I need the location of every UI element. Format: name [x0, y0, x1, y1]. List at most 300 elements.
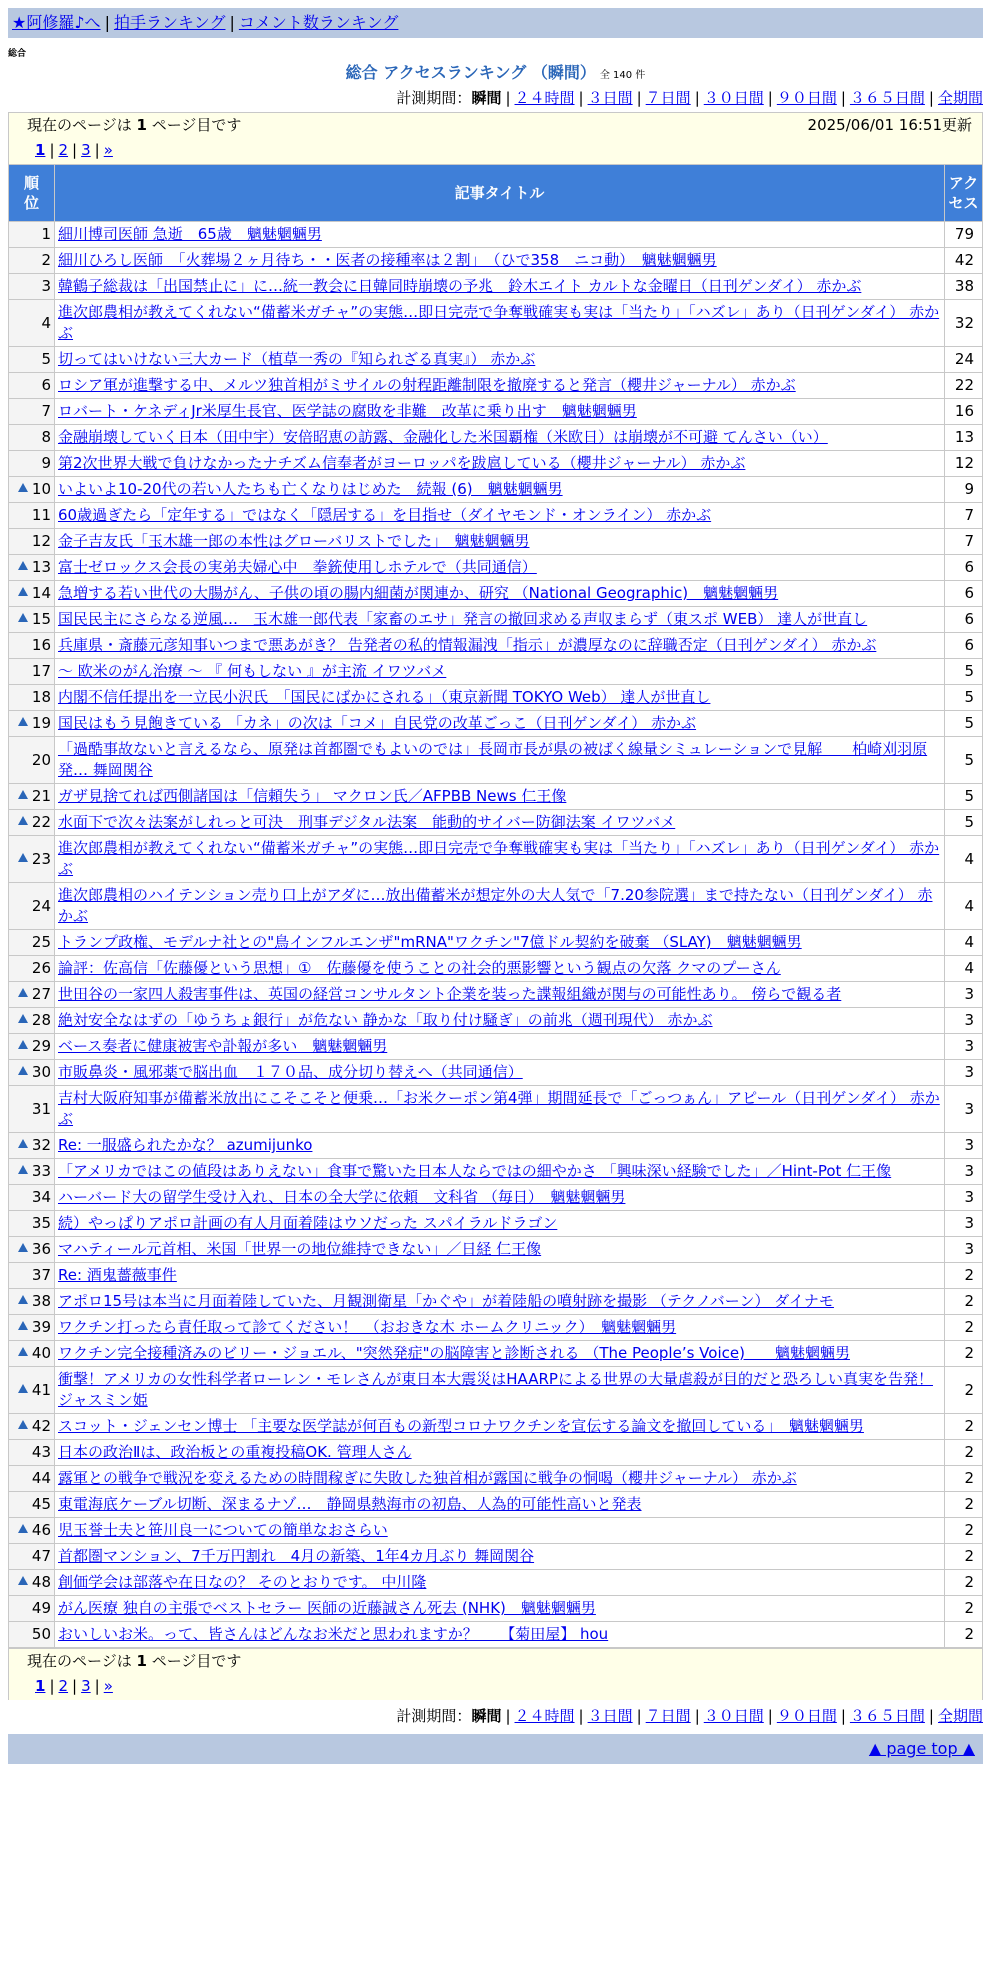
rank-number: 9 [41, 454, 51, 472]
access-count: 3 [945, 1034, 983, 1060]
current-page-text: 現在のページは 1 ページ目です [27, 1652, 242, 1670]
period-separator: | [840, 1707, 846, 1725]
period-separator: | [636, 1707, 642, 1725]
rank-number: 22 [31, 813, 51, 831]
period-link[interactable]: ３６５日間 [849, 1707, 925, 1725]
article-link[interactable]: 続）やっぱりアポロ計画の有人月面着陸はウソだった スパイラルドラゴン [58, 1214, 558, 1232]
article-link[interactable]: 急増する若い世代の大腸がん、子供の頃の腸内細菌が関連か、研究 （National Geographic) 魑魅魍魎男 [58, 584, 779, 602]
table-row [9, 477, 983, 503]
rank-cell [9, 1263, 55, 1289]
period-link[interactable]: ３６５日間 [849, 89, 925, 107]
rank-cell [9, 711, 55, 737]
rank-cell [9, 1341, 55, 1367]
access-count: 3 [945, 1086, 983, 1133]
rank-up-arrow-icon [18, 1384, 28, 1393]
access-count: 3 [945, 982, 983, 1008]
rank-cell [9, 1315, 55, 1341]
access-count: 7 [945, 529, 983, 555]
pager-separator: | [72, 141, 78, 159]
title-cell [55, 1440, 945, 1466]
title-cell [55, 1060, 945, 1086]
period-selector-top [396, 86, 983, 110]
article-link[interactable]: 兵庫県・斎藤元彦知事いつまで悪あがき？ 告発者の私的情報漏洩「指示」が濃厚なのに辞職否定（日刊ゲンダイ） 赤かぶ [58, 636, 877, 654]
title-cell [55, 1622, 945, 1648]
period-link[interactable]: 全期間 [937, 89, 983, 107]
rank-cell [9, 1159, 55, 1185]
rank-cell [9, 1466, 55, 1492]
period-link[interactable]: ９０日間 [776, 89, 837, 107]
access-count: 2 [945, 1315, 983, 1341]
table-row [9, 685, 983, 711]
title-cell [55, 1341, 945, 1367]
rank-number: 31 [31, 1099, 51, 1118]
rank-up-arrow-icon [18, 561, 28, 570]
next-page-link[interactable]: » [103, 141, 113, 159]
rank-number: 41 [31, 1380, 51, 1399]
title-cell [55, 300, 945, 347]
rank-number: 1 [41, 225, 51, 243]
article-link[interactable]: 国民はもう見飽きている 「カネ」の次は「コメ」自民党の改革ごっこ（日刊ゲンダイ） 赤かぶ [58, 714, 697, 732]
title-cell [55, 1570, 945, 1596]
article-link[interactable]: いよいよ10-20代の若い人たちも亡くなりはじめた 続報 (6) 魑魅魍魎男 [58, 480, 563, 498]
pager-separator: | [72, 1677, 78, 1695]
period-separator: | [578, 1707, 584, 1725]
page-link-current[interactable]: 1 [35, 1677, 46, 1695]
title-cell [55, 347, 945, 373]
access-count: 4 [945, 883, 983, 930]
rank-cell [9, 836, 55, 883]
rank-number: 38 [31, 1292, 51, 1310]
access-count: 79 [945, 222, 983, 248]
article-link[interactable]: 〜 欧米のがん治療 〜 『 何もしない 』が主流 イワツバメ [58, 662, 447, 680]
rank-cell [9, 1211, 55, 1237]
article-link[interactable]: 創価学会は部落や在日なの？ そのとおりです。 中川隆 [58, 1573, 427, 1591]
nav-separator: | [104, 13, 110, 32]
period-current: 瞬間 [471, 89, 502, 107]
title-cell [55, 784, 945, 810]
article-link[interactable]: 進次郎農相が教えてくれない“備蓄米ガチャ”の実態…即日完売で争奪戦確実も実は「当たり」「ハズレ」あり（日刊ゲンダイ） 赤かぶ [58, 303, 940, 342]
table-row [9, 982, 983, 1008]
rank-number: 23 [31, 849, 51, 868]
rank-number: 11 [31, 506, 51, 524]
rank-cell [9, 274, 55, 300]
rank-cell [9, 529, 55, 555]
rank-up-arrow-icon [18, 717, 28, 726]
rank-number: 21 [31, 787, 51, 805]
rank-cell [9, 784, 55, 810]
rank-up-arrow-icon [18, 587, 28, 596]
rank-cell [9, 399, 55, 425]
period-link[interactable]: 全期間 [937, 1707, 983, 1725]
pager-separator: | [49, 141, 55, 159]
rank-number: 30 [31, 1063, 51, 1081]
category-label: 総合 [8, 49, 27, 59]
article-link[interactable]: ガザ見捨てれば西側諸国は「信頼失う」 マクロン氏／AFPBB News 仁王像 [58, 787, 567, 805]
table-row [9, 1263, 983, 1289]
article-link[interactable]: ワクチン完全接種済みのビリー・ジョエル、"突然発症"の脳障害と診断される （The People’s Voice) 魑魅魍魎男 [58, 1344, 850, 1362]
access-count: 2 [945, 1518, 983, 1544]
access-header: アクセス [945, 165, 983, 222]
table-row [9, 451, 983, 477]
rank-cell [9, 1596, 55, 1622]
rank-number: 46 [31, 1521, 51, 1539]
article-link[interactable]: 論評：佐高信「佐藤優という思想」① 佐藤優を使うことの社会的悪影響という観点の欠落 クマのプーさん [58, 959, 781, 977]
rank-number: 34 [31, 1188, 51, 1206]
article-link[interactable]: 市販鼻炎・風邪薬で脳出血 １７０品、成分切り替えへ（共同通信） [58, 1063, 523, 1081]
title-cell [55, 1367, 945, 1414]
rank-up-arrow-icon [18, 1524, 28, 1533]
period-separator: | [840, 89, 846, 107]
rank-up-arrow-icon [18, 988, 28, 997]
title-cell [55, 222, 945, 248]
title-cell [55, 1237, 945, 1263]
rank-cell [9, 1440, 55, 1466]
article-link[interactable]: がん医療 独自の主張でベストセラー 医師の近藤誠さん死去 (NHK) 魑魅魍魎男 [58, 1599, 596, 1617]
next-page-link[interactable]: » [103, 1677, 113, 1695]
article-link[interactable]: 東電海底ケーブル切断、深まるナゾ… 静岡県熱海市の初島、人為的可能性高いと発表 [58, 1495, 642, 1513]
article-link[interactable]: 細川ひろし医師 「火葬場２ヶ月待ち・・医者の接種率は２割」 （ひで358 ニコ動） 魑魅魍魎男 [58, 251, 717, 269]
period-link[interactable]: ３日間 [587, 89, 633, 107]
rank-number: 3 [41, 277, 51, 295]
rank-cell [9, 347, 55, 373]
page-title-text: 総合 アクセスランキング （瞬間） [345, 63, 596, 82]
rank-number: 13 [31, 558, 51, 576]
article-link[interactable]: 露軍との戦争で戦況を変えるための時間稼ぎに失敗した独首相が露国に戦争の恫喝（櫻井ジャーナル） 赤かぶ [58, 1469, 797, 1487]
title-cell [55, 1289, 945, 1315]
access-count: 32 [945, 300, 983, 347]
updated-timestamp: 2025/06/01 16:51更新 [807, 116, 972, 134]
title-cell [55, 399, 945, 425]
page-link[interactable]: 3 [81, 1677, 91, 1695]
home-link[interactable]: ★阿修羅♪へ [12, 13, 101, 32]
access-count: 16 [945, 399, 983, 425]
article-link[interactable]: 富士ゼロックス会長の実弟夫婦心中 拳銃使用しホテルで（共同通信） [58, 558, 537, 576]
period-link[interactable]: ９０日間 [776, 1707, 837, 1725]
title-cell [55, 373, 945, 399]
rank-cell [9, 1544, 55, 1570]
period-link[interactable]: ３日間 [587, 1707, 633, 1725]
rank-number: 27 [31, 985, 51, 1003]
article-link[interactable]: ロシア軍が進撃する中、メルツ独首相がミサイルの射程距離制限を撤廃すると発言（櫻井ジャーナル） 赤かぶ [58, 376, 796, 394]
rank-cell [9, 1185, 55, 1211]
table-row [9, 1289, 983, 1315]
access-count: 13 [945, 425, 983, 451]
rank-header: 順位 [9, 165, 55, 222]
table-row [9, 607, 983, 633]
access-count: 9 [945, 477, 983, 503]
article-link[interactable]: 細川博司医師 急逝 65歳 魑魅魍魎男 [58, 225, 322, 243]
rank-number: 20 [31, 750, 51, 769]
page-link[interactable]: 2 [58, 1677, 69, 1695]
rank-cell [9, 930, 55, 956]
access-count: 42 [945, 248, 983, 274]
period-label: 計測期間： [396, 1707, 472, 1725]
rank-number: 36 [31, 1240, 51, 1258]
table-row [9, 581, 983, 607]
table-row [9, 1414, 983, 1440]
article-link[interactable]: トランプ政権、モデルナ社との"鳥インフルエンザ"mRNA"ワクチン"7億ドル契約を破棄 （SLAY) 魑魅魍魎男 [58, 933, 802, 951]
rank-number: 18 [31, 688, 51, 706]
rank-cell [9, 1492, 55, 1518]
article-link[interactable]: 水面下で次々法案がしれっと可決 刑事デジタル法案 能動的サイバー防御法案 イワツバメ [58, 813, 676, 831]
title-cell [55, 581, 945, 607]
bottom-bar [8, 1734, 983, 1764]
article-link[interactable]: ベース奏者に健康被害や訃報が多い 魑魅魍魎男 [58, 1037, 388, 1055]
title-cell [55, 274, 945, 300]
article-link[interactable]: マハティール元首相、米国「世界一の地位維持できない」／日経 仁王像 [58, 1240, 542, 1258]
article-link[interactable]: おいしいお米。って、皆さんはどんなお米だと思われますか？ 【菊田屋】 hou [58, 1625, 609, 1643]
table-row [9, 1185, 983, 1211]
title-cell [55, 1034, 945, 1060]
table-row [9, 529, 983, 555]
page-link-current[interactable]: 1 [35, 141, 46, 159]
article-link[interactable]: 内閣不信任提出を一立民小沢氏 「国民にばかにされる」（東京新聞 TOKYO Web） 達人が世直し [58, 688, 711, 706]
rank-number: 10 [31, 480, 51, 498]
article-link[interactable]: 絶対安全なはずの「ゆうちょ銀行」が危ない 静かな「取り付け騒ぎ」の前兆（週刊現代） 赤かぶ [58, 1011, 713, 1029]
access-count: 3 [945, 1237, 983, 1263]
article-link[interactable]: Re: 一服盛られたかな？ azumijunko [58, 1136, 313, 1154]
pager [27, 137, 972, 163]
rank-cell [9, 300, 55, 347]
period-link[interactable]: ２４時間 [514, 1707, 575, 1725]
rank-cell [9, 633, 55, 659]
title-cell [55, 1414, 945, 1440]
access-count: 5 [945, 659, 983, 685]
table-row [9, 1086, 983, 1133]
rank-number: 12 [31, 532, 51, 550]
rank-cell [9, 685, 55, 711]
article-link[interactable]: ワクチン打ったら責任取って診てください！ （おおきな木 ホームクリニック） 魑魅魍魎男 [58, 1318, 677, 1336]
article-link[interactable]: ハーバード大の留学生受け入れ、日本の全大学に依頼 文科省 （毎日） 魑魅魍魎男 [58, 1188, 626, 1206]
table-row [9, 425, 983, 451]
paging-box-top [8, 112, 983, 164]
rank-number: 45 [31, 1495, 51, 1513]
title-cell [55, 883, 945, 930]
rank-up-arrow-icon [18, 483, 28, 492]
article-link[interactable]: 進次郎農相が教えてくれない“備蓄米ガチャ”の実態…即日完売で争奪戦確実も実は「当たり」「ハズレ」あり（日刊ゲンダイ） 赤かぶ [58, 839, 940, 878]
title-cell [55, 982, 945, 1008]
period-separator: | [578, 89, 584, 107]
rank-number: 49 [31, 1599, 51, 1617]
clap-ranking-link[interactable]: 拍手ランキング [113, 13, 226, 32]
rank-cell [9, 248, 55, 274]
table-row [9, 399, 983, 425]
page-title [0, 60, 991, 89]
title-cell [55, 1133, 945, 1159]
title-cell [55, 956, 945, 982]
rank-number: 6 [41, 376, 51, 394]
title-cell [55, 425, 945, 451]
rank-cell [9, 477, 55, 503]
access-count: 2 [945, 1492, 983, 1518]
rank-cell [9, 1086, 55, 1133]
rank-up-arrow-icon [18, 1243, 28, 1252]
paging-box-bottom [8, 1648, 983, 1700]
title-cell [55, 1544, 945, 1570]
table-row [9, 347, 983, 373]
period-link[interactable]: ３０日間 [703, 1707, 764, 1725]
article-link[interactable]: 金融崩壊していく日本（田中宇）安倍昭恵の訪露、金融化した米国覇権（米欧日）は崩壊が不可避 てんさい（い） [58, 428, 828, 446]
rank-number: 2 [41, 251, 51, 269]
access-count: 6 [945, 581, 983, 607]
table-row [9, 248, 983, 274]
title-cell [55, 529, 945, 555]
table-row [9, 836, 983, 883]
pager-separator: | [94, 1677, 100, 1695]
period-separator: | [694, 1707, 700, 1725]
title-cell [55, 1596, 945, 1622]
access-count: 3 [945, 1185, 983, 1211]
rank-up-arrow-icon [18, 613, 28, 622]
access-count: 3 [945, 1133, 983, 1159]
article-link[interactable]: 「過酷事故ないと言えるなら、原発は首都圏でもよいのでは」長岡市長が県の被ばく線量シミュレーションで見解 柏崎刈羽原発… 舞岡関谷 [58, 740, 928, 779]
comment-ranking-link[interactable]: コメント数ランキング [238, 13, 399, 32]
rank-cell [9, 737, 55, 784]
nav-separator: | [229, 13, 235, 32]
rank-number: 24 [31, 896, 51, 915]
access-count: 2 [945, 1263, 983, 1289]
rank-cell [9, 503, 55, 529]
table-row [9, 555, 983, 581]
rank-number: 43 [31, 1443, 51, 1461]
article-link[interactable]: 60歳過ぎたら「定年する」ではなく「隠居する」を目指せ（ダイヤモンド・オンライン） 赤かぶ [58, 506, 712, 524]
access-count: 2 [945, 1341, 983, 1367]
period-link[interactable]: ７日間 [645, 89, 691, 107]
article-link[interactable]: 吉村大阪府知事が備蓄米放出にこそこそと便乗…「お米クーポン第4弾」期間延長で「ごっつぁん」アピール（日刊ゲンダイ） 赤かぶ [58, 1089, 940, 1128]
title-cell [55, 1086, 945, 1133]
table-row [9, 1060, 983, 1086]
table-row [9, 373, 983, 399]
article-link[interactable]: 金子吉友氏「玉木雄一郎の本性はグローバリストでした」 魑魅魍魎男 [58, 532, 530, 550]
table-row [9, 1133, 983, 1159]
rank-number: 35 [31, 1214, 51, 1232]
title-cell [55, 477, 945, 503]
period-separator: | [505, 1707, 511, 1725]
pager-separator: | [49, 1677, 55, 1695]
rank-up-arrow-icon [18, 853, 28, 862]
period-link[interactable]: ２４時間 [514, 89, 575, 107]
title-cell [55, 659, 945, 685]
article-link[interactable]: 児玉誉士夫と笹川良一についての簡単なおさらい [58, 1521, 388, 1539]
rank-number: 8 [41, 428, 51, 446]
rank-cell [9, 607, 55, 633]
article-link[interactable]: 「アメリカではこの値段はありえない」食事で驚いた日本人ならではの細やかさ 「興味深い経験でした」／Hint-Pot 仁王像 [58, 1162, 892, 1180]
access-count: 4 [945, 956, 983, 982]
access-count: 2 [945, 1570, 983, 1596]
article-link[interactable]: 国民民主にさらなる逆風… 玉木雄一郎代表「家畜のエサ」発言の撤回求める声収まらず（東スポ WEB） 達人が世直し [58, 610, 868, 628]
rank-cell [9, 1034, 55, 1060]
title-cell [55, 685, 945, 711]
title-cell [55, 1263, 945, 1289]
table-row [9, 1008, 983, 1034]
article-link[interactable]: スコット・ジェンセン博士 「主要な医学誌が何百もの新型コロナワクチンを宣伝する論文を撤回している」 魑魅魍魎男 [58, 1417, 864, 1435]
rank-up-arrow-icon [18, 790, 28, 799]
page-top-link[interactable]: ▲ page top ▲ [868, 1739, 975, 1758]
rank-number: 29 [31, 1037, 51, 1055]
title-cell [55, 711, 945, 737]
rank-up-arrow-icon [18, 1040, 28, 1049]
rank-cell [9, 659, 55, 685]
title-header: 記事タイトル [55, 165, 945, 222]
access-count: 5 [945, 810, 983, 836]
rank-cell [9, 810, 55, 836]
access-count: 2 [945, 1544, 983, 1570]
table-row [9, 1367, 983, 1414]
rank-cell [9, 451, 55, 477]
rank-cell [9, 1289, 55, 1315]
article-link[interactable]: アポロ15号は本当に月面着陸していた、月観測衛星「かぐや」が着陸船の噴射跡を撮影 （テクノバーン） ダイナモ [58, 1292, 834, 1310]
period-link[interactable]: ７日間 [645, 1707, 691, 1725]
table-row [9, 1440, 983, 1466]
total-count: 全 140 件 [599, 70, 646, 81]
rank-number: 33 [31, 1162, 51, 1180]
rank-cell [9, 1367, 55, 1414]
article-link[interactable]: 首都圏マンション、7千万円割れ 4月の新築、1年4カ月ぶり 舞岡関谷 [58, 1547, 535, 1565]
period-link[interactable]: ３０日間 [703, 89, 764, 107]
rank-cell [9, 1060, 55, 1086]
rank-number: 15 [31, 610, 51, 628]
article-link[interactable]: ロバート・ケネディJr米厚生長官、医学誌の腐敗を非難 改革に乗り出す 魑魅魍魎男 [58, 402, 637, 420]
article-link[interactable]: 進次郎農相のハイテンション売り口上がアダに…放出備蓄米が想定外の大人気で「7.20参院選」まで持たない（日刊ゲンダイ） 赤かぶ [58, 886, 933, 925]
current-page-text: 現在のページは 1 ページ目です [27, 116, 242, 134]
table-row [9, 1341, 983, 1367]
article-link[interactable]: 第2次世界大戦で負けなかったナチズム信奉者がヨーロッパを跋扈している（櫻井ジャーナル） 赤かぶ [58, 454, 746, 472]
access-count: 2 [945, 1440, 983, 1466]
rank-up-arrow-icon [18, 1066, 28, 1075]
access-count: 3 [945, 1060, 983, 1086]
rank-up-arrow-icon [18, 816, 28, 825]
rank-cell [9, 982, 55, 1008]
rank-up-arrow-icon [18, 1321, 28, 1330]
page-link[interactable]: 3 [81, 141, 91, 159]
table-row [9, 1596, 983, 1622]
rank-number: 4 [41, 313, 51, 332]
title-cell [55, 810, 945, 836]
rank-number: 50 [31, 1625, 51, 1643]
rank-number: 7 [41, 402, 51, 420]
table-row [9, 1492, 983, 1518]
period-separator: | [767, 1707, 773, 1725]
page-link[interactable]: 2 [58, 141, 69, 159]
table-row [9, 1518, 983, 1544]
title-cell [55, 248, 945, 274]
article-link[interactable]: 日本の政治Ⅱは、政治板との重複投稿OK. 管理人さん [58, 1443, 412, 1461]
article-link[interactable]: 切ってはいけない三大カード（植草一秀の『知られざる真実』） 赤かぶ [58, 350, 536, 368]
rank-cell [9, 581, 55, 607]
access-count: 2 [945, 1596, 983, 1622]
rank-number: 48 [31, 1573, 51, 1591]
access-count: 5 [945, 737, 983, 784]
period-separator: | [505, 89, 511, 107]
table-row [9, 883, 983, 930]
rank-up-arrow-icon [18, 1014, 28, 1023]
rank-number: 25 [31, 933, 51, 951]
rank-up-arrow-icon [18, 1295, 28, 1304]
access-count: 24 [945, 347, 983, 373]
rank-up-arrow-icon [18, 1576, 28, 1585]
rank-number: 26 [31, 959, 51, 977]
rank-number: 5 [41, 350, 51, 368]
period-current: 瞬間 [471, 1707, 502, 1725]
article-link[interactable]: 世田谷の一家四人殺害事件は、英国の経営コンサルタント企業を装った諜報組織が関与の可能性あり。 傍らで観る者 [58, 985, 842, 1003]
article-link[interactable]: 衝撃！アメリカの女性科学者ローレン・モレさんが東日本大震災はHAARPによる世界の大量虐殺が目的だと恐ろしい真実を告発！ ジャスミン姫 [58, 1370, 933, 1409]
rank-up-arrow-icon [18, 1420, 28, 1429]
article-link[interactable]: Re: 酒鬼薔薇事件 [58, 1266, 177, 1284]
article-link[interactable]: 韓鶴子総裁は「出国禁止に」に…統一教会に日韓同時崩壊の予兆 鈴木エイト カルトな金曜日（日刊ゲンダイ） 赤かぶ [58, 277, 862, 295]
rank-cell [9, 1414, 55, 1440]
access-count: 3 [945, 1008, 983, 1034]
rank-cell [9, 555, 55, 581]
